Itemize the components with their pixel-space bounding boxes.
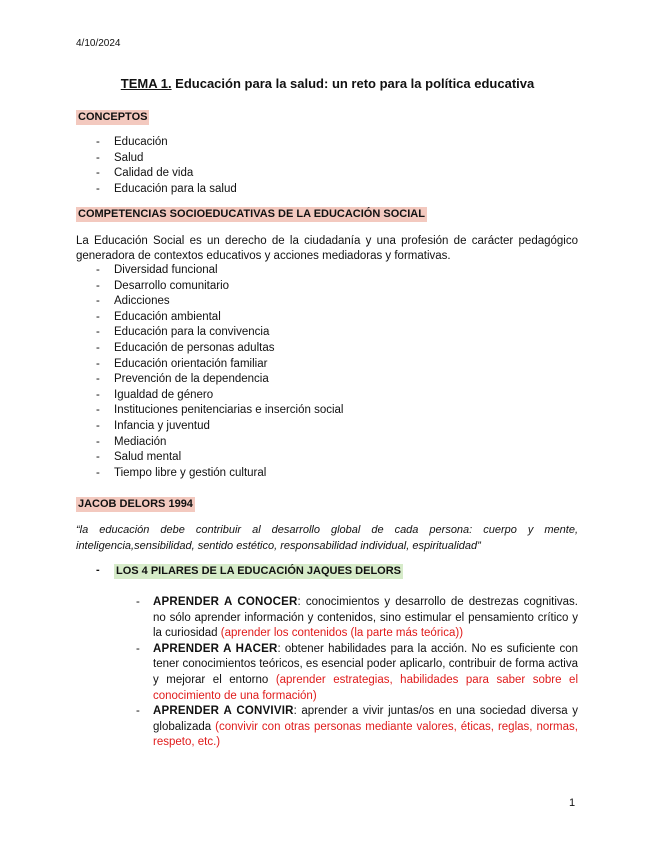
list-conceptos	[96, 135, 237, 197]
list-item: - Salud mental	[96, 451, 182, 464]
list-item: - Salud	[96, 151, 144, 164]
section-heading-competencias: COMPETENCIAS SOCIOEDUCATIVAS DE LA EDUCACIÓN SOCIAL	[78, 208, 425, 220]
section-heading-delors: JACOB DELORS 1994	[78, 498, 193, 510]
list-item: - Calidad de vida	[96, 167, 194, 180]
date: 4/10/2024	[76, 38, 121, 49]
page-title	[0, 76, 655, 91]
list-pilares	[136, 595, 578, 751]
list-item: - Tiempo libre y gestión cultural	[96, 466, 267, 479]
list-item: - Diversidad funcional	[96, 264, 218, 276]
competencias-paragraph: La Educación Social es un derecho de la ciudadanía y una profesión de carácter pedagógico generadora de contextos educativos y acciones mediadoras y formativas.	[76, 235, 578, 262]
pilares-heading: LOS 4 PILARES DE LA EDUCACIÓN JAQUES DELORS	[116, 565, 402, 577]
list-item: - Instituciones penitenciarias e inserción social	[96, 404, 344, 417]
title-text: Educación para la salud: un reto para la política educativa	[171, 76, 535, 91]
list-item: - APRENDER A CONVIVIR: aprender a vivir juntas/os en una sociedad diversa y globalizada (convivir con otras personas mediante valores, éticas, reglas, normas, respeto, etc.)	[136, 705, 578, 749]
pilares-heading-dash: -	[96, 564, 100, 576]
list-item: - APRENDER A CONOCER: conocimientos y desarrollo de destrezas cognitivas. no sólo aprender información y contenidos, sino estimular el pensamiento crítico y la curiosidad (aprender los contenidos (la parte más teórica))	[136, 596, 578, 640]
list-item: - Educación ambiental	[96, 310, 221, 323]
list-item: - Adicciones	[96, 295, 170, 308]
list-item: - Educación para la salud	[96, 182, 237, 195]
list-item: - Educación orientación familiar	[96, 357, 268, 370]
list-item: - Desarrollo comunitario	[96, 279, 230, 292]
page-number: 1	[569, 797, 576, 809]
delors-quote: “la educación debe contribuir al desarrollo global de cada persona: cuerpo y mente, inteligencia,sensibilidad, sentido estético, responsabilidad individual, espiritualidad”	[76, 524, 578, 552]
section-heading-conceptos: CONCEPTOS	[78, 111, 148, 123]
list-item: - Educación para la convivencia	[96, 326, 270, 339]
list-item: - APRENDER A HACER: obtener habilidades para la acción. No es suficiente con tener conocimientos teóricos, es esencial poder aplicarlo, contribuir de forma activa y mejorar el entorno (aprender estrategias, habilidades para saber sobre el conocimiento de una formación)	[136, 642, 579, 702]
list-item: - Mediación	[96, 435, 167, 448]
title-prefix: TEMA 1.	[120, 76, 172, 91]
list-item: - Educación de personas adultas	[96, 341, 275, 354]
list-item: - Igualdad de género	[96, 388, 214, 401]
list-competencias	[96, 263, 343, 481]
list-item: - Educación	[96, 136, 168, 148]
list-item: - Infancia y juventud	[96, 419, 210, 432]
list-item: - Prevención de la dependencia	[96, 373, 269, 386]
